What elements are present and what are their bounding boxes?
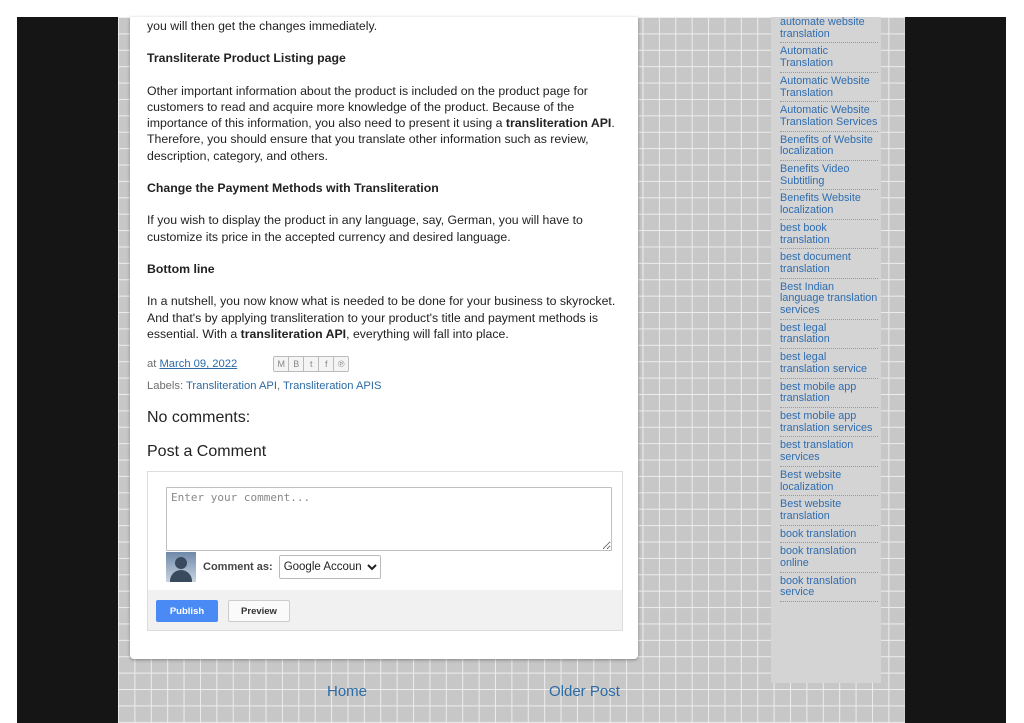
sidebar-label-item <box>780 352 878 378</box>
post-timestamp <box>159 358 237 370</box>
section-paragraph-listing <box>147 83 617 164</box>
sidebar-label-link[interactable]: best document translation <box>780 251 851 275</box>
post-body <box>147 17 617 358</box>
post-footer <box>147 356 617 392</box>
intro-tail-text: you will then get the changes immediately. <box>147 19 378 33</box>
email-icon[interactable]: M <box>274 357 289 371</box>
sidebar-labels-widget <box>771 17 881 683</box>
sidebar-label-item <box>780 105 878 131</box>
sidebar-label-item <box>780 282 878 320</box>
sidebar-label-link[interactable]: Automatic Translation <box>780 45 834 70</box>
sidebar-label-link[interactable]: book translation service <box>780 574 857 599</box>
sidebar-label-item <box>780 440 878 466</box>
sidebar-label-item <box>780 323 878 349</box>
facebook-icon[interactable]: f <box>319 357 334 371</box>
blogger-icon[interactable]: B <box>289 357 304 371</box>
post-card <box>130 17 638 659</box>
identity-select[interactable] <box>279 555 381 579</box>
sidebar-label-item <box>780 223 878 249</box>
sidebar-label-item <box>780 529 878 544</box>
post-date-link[interactable]: March 09, 2022 <box>159 358 238 370</box>
paragraph-text: , everything will fall into place. <box>346 326 509 341</box>
older-post-link[interactable]: Older Post <box>549 683 620 700</box>
paragraph-text: Other important information about the product is included on the product page for customers to read and acquire more knowledge of the product. Because of the importance of this information, you also need to present it using a <box>147 83 588 131</box>
sidebar-label-item <box>780 576 878 602</box>
no-comments-heading: No comments: <box>147 409 251 426</box>
sidebar-label-link[interactable]: best legal translation service <box>780 351 868 375</box>
home-link[interactable]: Home <box>327 683 368 700</box>
sidebar-label-item <box>780 252 878 278</box>
comment-as-row <box>166 552 381 582</box>
label-link[interactable]: Transliteration APIS <box>283 380 382 392</box>
sidebar-label-link[interactable]: best translation services <box>780 439 854 464</box>
twitter-icon[interactable]: t <box>304 357 319 371</box>
sidebar-label-item <box>780 193 878 219</box>
sidebar-label-item <box>780 411 878 437</box>
share-buttons <box>273 356 349 372</box>
sidebar-label-link[interactable]: book translation <box>780 527 857 540</box>
transliteration-api-bold: transliteration API <box>240 326 347 341</box>
sidebar-label-link[interactable]: best mobile app translation <box>780 380 857 405</box>
sidebar-label-link[interactable]: Automatic Website Translation Services <box>780 104 878 128</box>
transliteration-api-bold: transliteration API <box>505 116 612 131</box>
sidebar-label-link[interactable]: Benefits Website localization <box>780 192 861 217</box>
section-heading-bottom-line: Bottom line <box>147 261 215 276</box>
sidebar-label-link[interactable]: Automatic Website Translation <box>780 74 870 99</box>
labels-prefix: Labels: <box>147 380 184 392</box>
sidebar-label-item <box>780 470 878 496</box>
sidebar-label-link[interactable]: Best Indian language translation services <box>780 280 878 317</box>
paragraph-text: In a nutshell, you now know what is needed to be done for your business to skyrocket. And that's by applying transliteration to your product's title and payment methods is essential. With a <box>147 294 616 341</box>
section-paragraph-bottom-line <box>147 293 617 342</box>
preview-button[interactable]: Preview <box>228 600 290 622</box>
sidebar-label-item <box>780 164 878 190</box>
sidebar-label-item <box>780 499 878 525</box>
sidebar-label-link[interactable]: best book translation <box>780 221 830 246</box>
comment-actions <box>148 590 622 630</box>
sidebar-label-item <box>780 135 878 161</box>
post-labels <box>147 380 617 392</box>
comment-textarea[interactable] <box>166 487 612 551</box>
pinterest-icon[interactable]: ℗ <box>334 357 348 371</box>
sidebar-label-link[interactable]: Benefits of Website localization <box>780 133 873 158</box>
comment-as-label: Comment as: <box>203 561 273 573</box>
timestamp-share-row <box>147 356 617 372</box>
sidebar-label-item <box>780 46 878 72</box>
label-link[interactable]: Transliteration API <box>185 380 277 392</box>
paragraph-text: . Therefore, you should ensure that you translate other information such as review, description, category, and others. <box>147 116 615 163</box>
sidebar-label-link[interactable]: Best website translation <box>780 498 842 522</box>
section-heading-listing: Transliterate Product Listing page <box>147 51 346 66</box>
sidebar-label-item <box>780 382 878 408</box>
post-comment-heading: Post a Comment <box>147 443 267 460</box>
avatar <box>166 552 196 582</box>
sidebar-label-item <box>780 17 878 43</box>
section-heading-payment: Change the Payment Methods with Transliteration <box>147 181 439 196</box>
label-separator: , <box>276 380 281 392</box>
sidebar-label-link[interactable]: automate website translation <box>780 17 865 40</box>
sidebar-label-link[interactable]: best mobile app translation services <box>780 409 873 434</box>
section-paragraph-payment: If you wish to display the product in any language, say, German, you will have to customize its price in the accepted currency and desired language. <box>147 213 583 244</box>
sidebar-label-item <box>780 546 878 572</box>
at-label: at <box>147 358 157 370</box>
label-list <box>780 17 878 605</box>
sidebar-label-link[interactable]: book translation online <box>780 545 857 570</box>
sidebar-label-item <box>780 76 878 102</box>
publish-button[interactable]: Publish <box>156 600 218 622</box>
sidebar-label-link[interactable]: best legal translation <box>780 321 830 346</box>
comment-form <box>147 471 623 631</box>
sidebar-label-link[interactable]: Best website localization <box>780 468 842 493</box>
sidebar-label-link[interactable]: Benefits Video Subtitling <box>780 163 850 187</box>
